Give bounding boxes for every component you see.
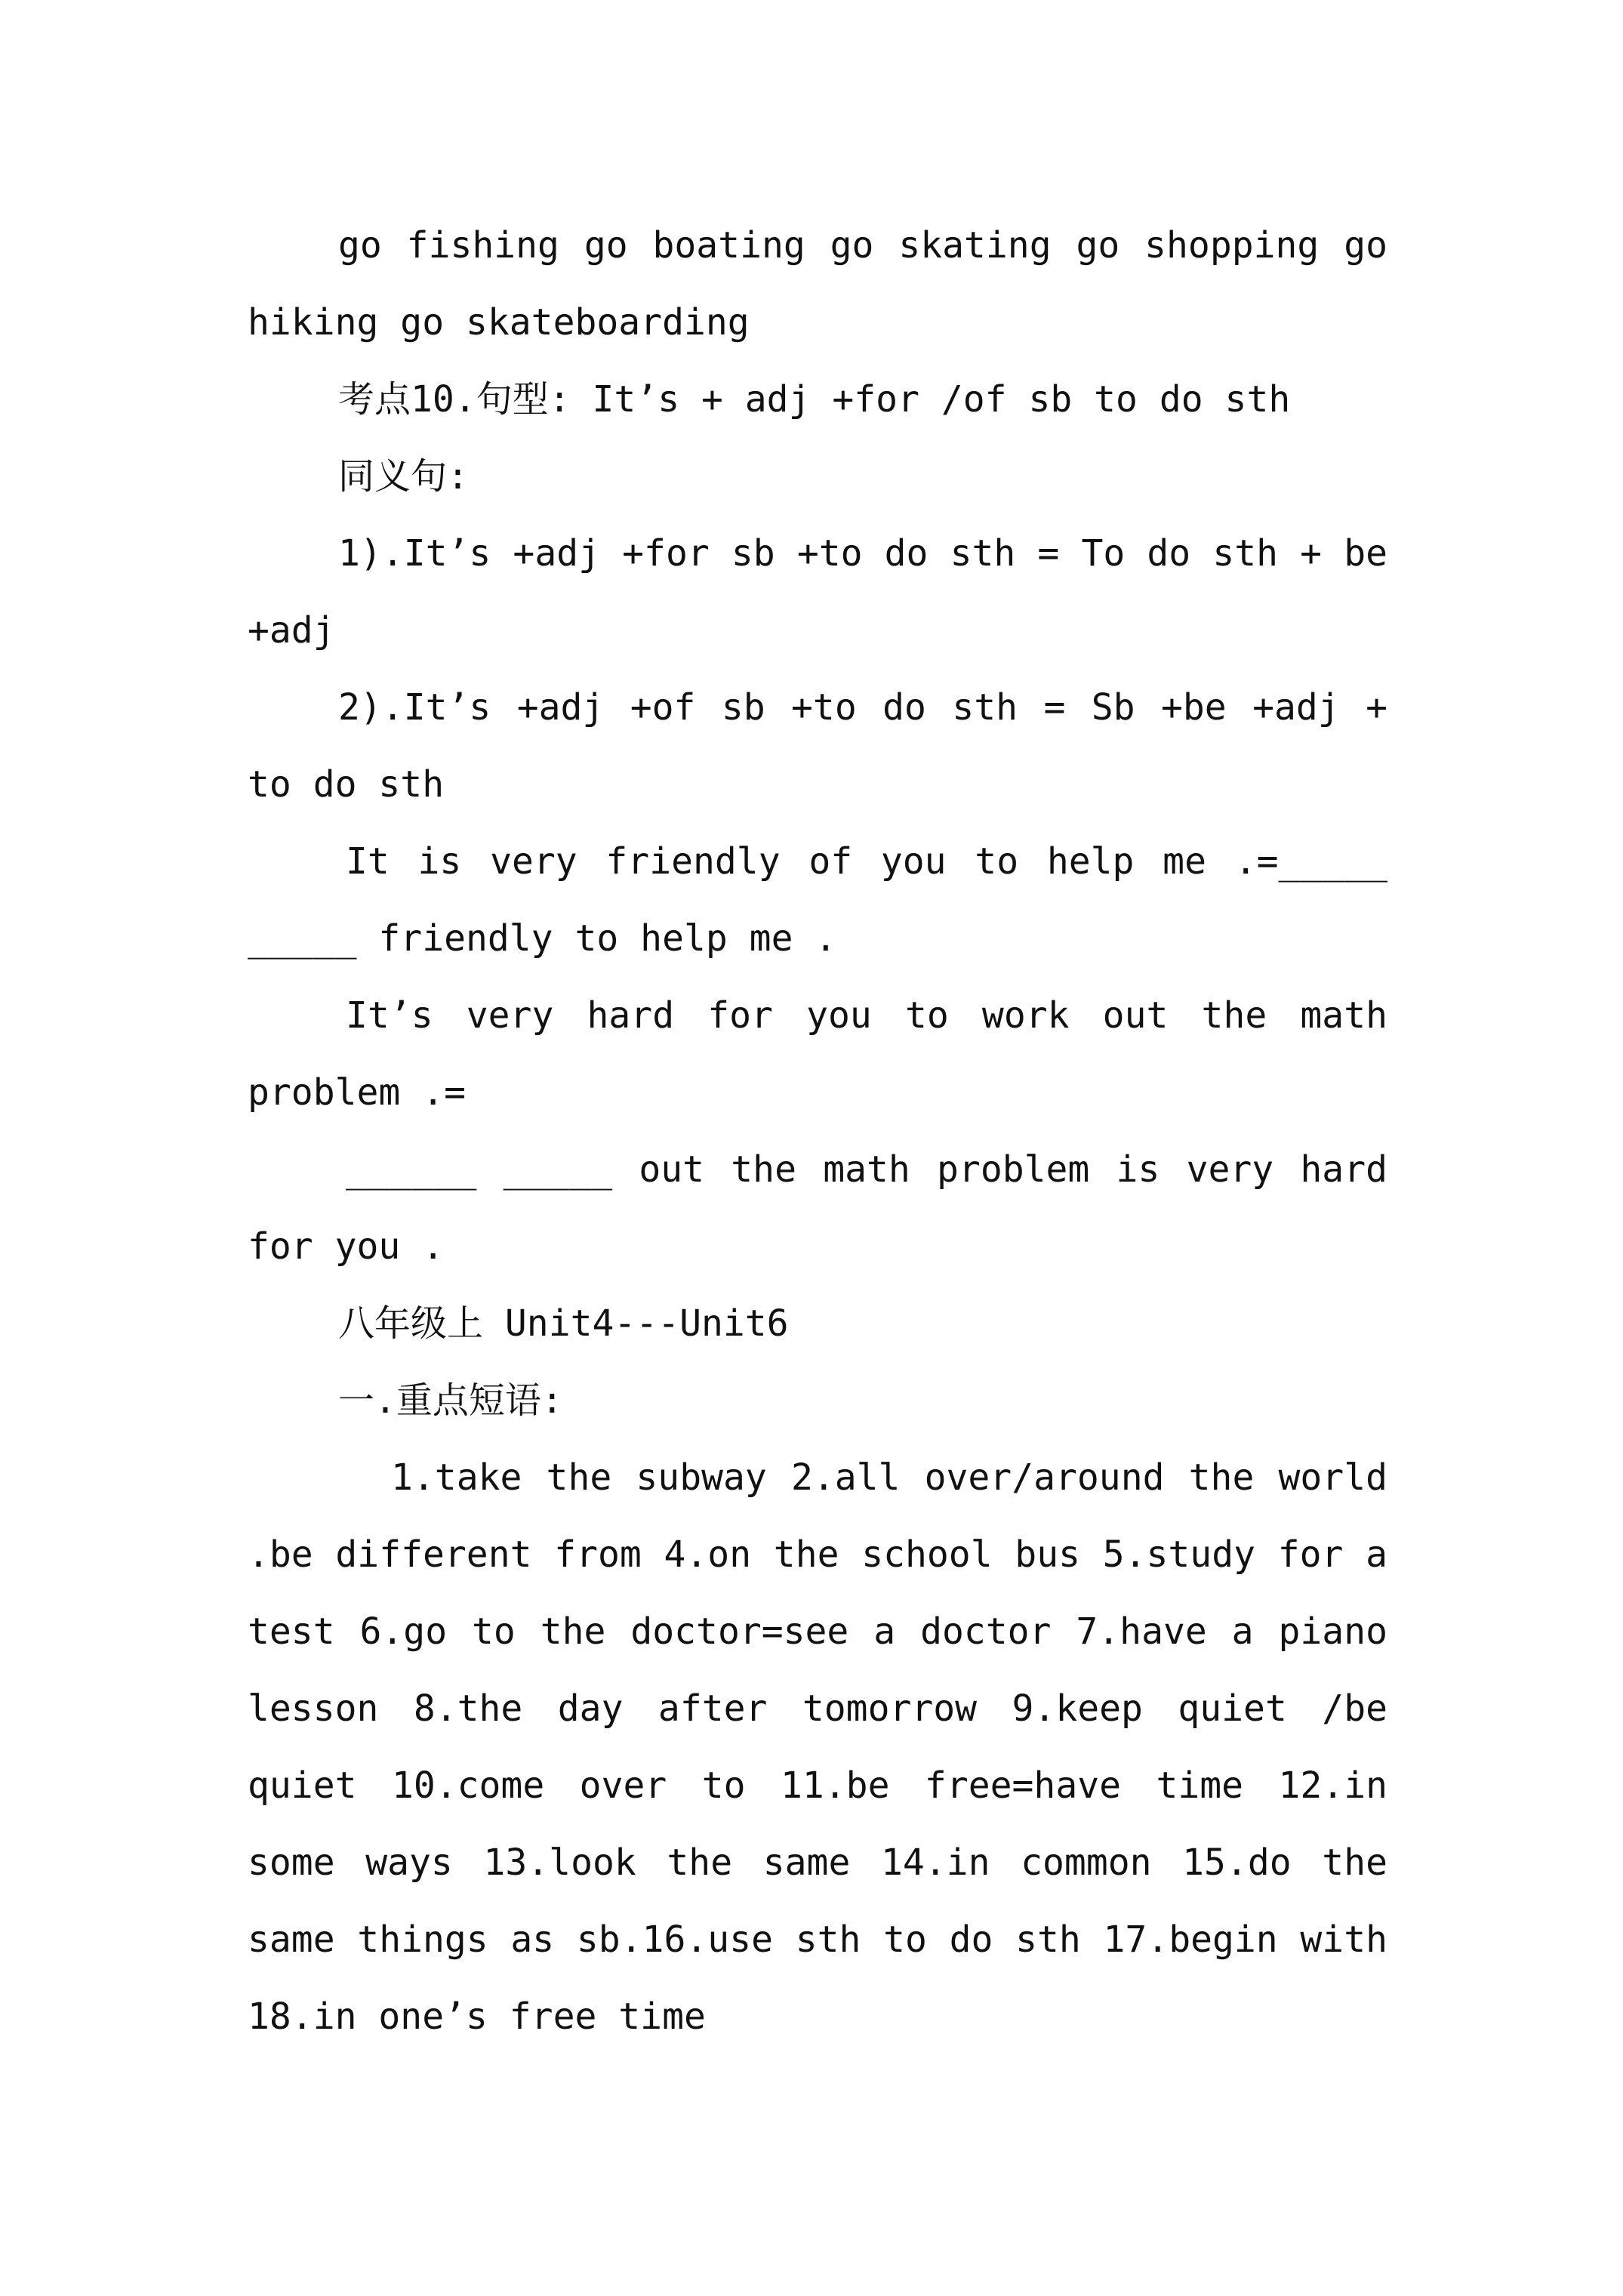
- paragraph-key-phrases-list: 1.take the subway 2.all over/around the world .be different from 4.on the school bus 5.study for a test 6.go to the doctor=see a doctor 7.have a piano lesson 8.the day after tomorrow 9.keep quiet /be quiet 10.come over to 11.be free=have time 12.in some ways 13.look the same 14.in common 15.do the same things as sb.16.use sth to do sth 17.begin with 18.in one’s free time: [248, 1456, 1387, 2038]
- document-body: [248, 207, 1387, 2055]
- paragraph-synonym-heading: 同义句:: [338, 455, 469, 498]
- paragraph-exercise-2: It’s very hard for you to work out the math problem .=: [248, 994, 1387, 1114]
- paragraph-rule-1: 1).It’s +adj +for sb +to do sth = To do sth + be +adj: [248, 532, 1387, 652]
- paragraph-unit-heading: 八年级上 Unit4---Unit6: [338, 1302, 789, 1345]
- paragraph-exercise-1: It is very friendly of you to help me .=_____ _____ friendly to help me .: [248, 840, 1387, 960]
- paragraph-go-activities: go fishing go boating go skating go shopping go hiking go skateboarding: [248, 224, 1387, 344]
- paragraph-key-phrases-heading: 一.重点短语:: [338, 1379, 563, 1422]
- paragraph-rule-2: 2).It’s +adj +of sb +to do sth = Sb +be +adj + to do sth: [248, 686, 1387, 806]
- paragraph-exercise-2-blank: ______ _____ out the math problem is very hard for you .: [248, 1148, 1387, 1268]
- paragraph-key-point-10: 考点10.句型: It’s + adj +for /of sb to do sth: [338, 378, 1291, 421]
